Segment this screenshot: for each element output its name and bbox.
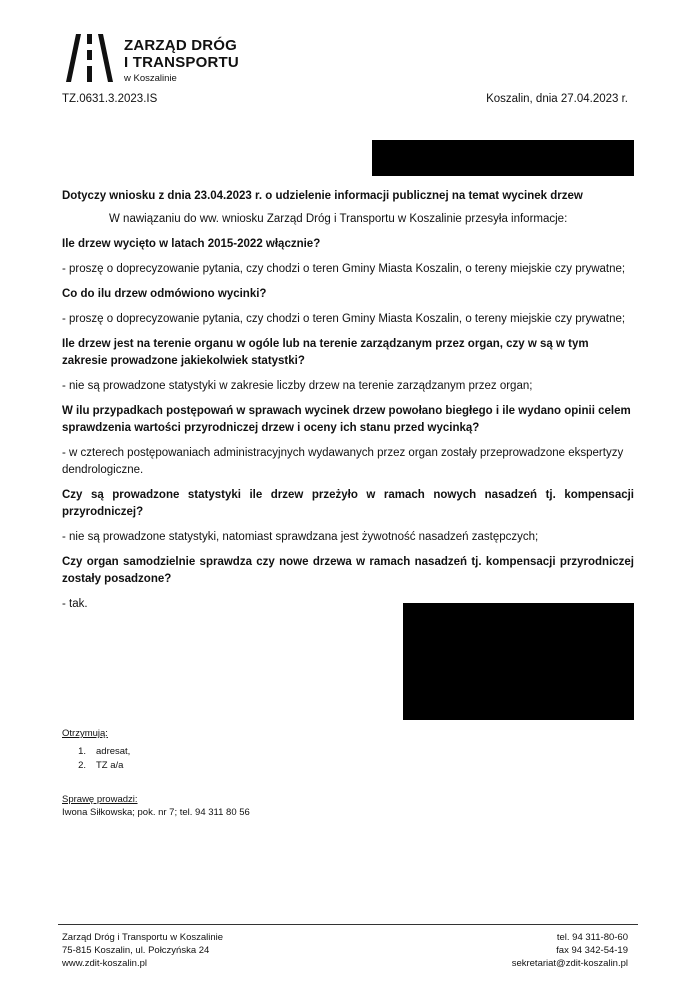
reference-number: TZ.0631.3.2023.IS (62, 93, 158, 105)
question-3: Ile drzew jest na terenie organu w ogóle lub na terenie zarządzanym przez organ, czy w są w tym zakresie prowadzone jakiekolwiek statystki? (62, 338, 589, 367)
case-handler-block (62, 793, 250, 819)
answer-4: - w czterech postępowaniach administracyjnych wydawanych przez organ zostały przeprowadzone ekspertyzy dendrologiczne. (62, 447, 624, 476)
recipients-block (62, 727, 130, 773)
place-date: Koszalin, dnia 27.04.2023 r. (486, 93, 628, 105)
letter-intro: W nawiązaniu do ww. wniosku Zarząd Dróg i Transportu w Koszalinie przesyła informacje: (109, 213, 568, 225)
org-name-line3: w Koszalinie (124, 73, 177, 84)
footer-fax: fax 94 342-54-19 (556, 945, 628, 956)
organization-logo (62, 30, 262, 90)
road-logo-icon (62, 30, 118, 84)
footer-phone: tel. 94 311-80-60 (556, 932, 628, 943)
footer-org-name: Zarząd Dróg i Transportu w Koszalinie (62, 932, 224, 943)
question-1: Ile drzew wycięto w latach 2015-2022 włącznie? (62, 238, 321, 250)
list-item (62, 745, 130, 759)
footer-divider (58, 924, 638, 925)
answer-2: - proszę o doprecyzowanie pytania, czy chodzi o teren Gminy Miasta Koszalin, o tereny miejskie czy prywatne; (62, 313, 626, 325)
list-item-number: 1. (78, 746, 86, 757)
answer-5: - nie są prowadzone statystyki, natomiast sprawdzana jest żywotność nasadzeń zastępczych; (62, 531, 539, 543)
question-5: Czy są prowadzone statystyki ile drzew przeżyło w ramach nowych nasadzeń tj. kompensacji przyrodniczej? (62, 489, 634, 518)
answer-3: - nie są prowadzone statystyki w zakresie liczby drzew na terenie zarządzanym przez organ; (62, 380, 533, 392)
case-handler-text: Iwona Siłkowska; pok. nr 7; tel. 94 311 80 56 (62, 807, 250, 818)
redacted-signature (403, 603, 634, 720)
list-item (62, 759, 130, 773)
case-handler-title: Sprawę prowadzi: (62, 794, 138, 805)
recipients-list (62, 745, 130, 773)
answer-1: - proszę o doprecyzowanie pytania, czy chodzi o teren Gminy Miasta Koszalin, o tereny miejskie czy prywatne; (62, 263, 626, 275)
footer-address (62, 931, 223, 970)
letter-body (62, 188, 634, 613)
recipients-title: Otrzymują: (62, 728, 108, 739)
list-item-text: TZ a/a (96, 760, 124, 771)
redacted-addressee (372, 140, 634, 176)
footer-contact (512, 931, 628, 970)
letter-subject: Dotyczy wniosku z dnia 23.04.2023 r. o udzielenie informacji publicznej na temat wycinek drzew (62, 190, 583, 202)
footer-website: www.zdit-koszalin.pl (62, 958, 147, 969)
question-4: W ilu przypadkach postępowań w sprawach wycinek drzew powołano biegłego i ile wydano opinii celem sprawdzenia wartości przyrodniczej drzew i oceny ich stanu przed wycinką? (62, 405, 631, 434)
answer-6: - tak. (62, 598, 88, 610)
org-name-line1: ZARZĄD DRÓG (124, 37, 238, 54)
org-name-line2: I TRANSPORTU (124, 54, 239, 71)
list-item-text: adresat, (96, 746, 131, 757)
question-2: Co do ilu drzew odmówiono wycinki? (62, 288, 267, 300)
footer-email: sekretariat@zdit-koszalin.pl (511, 958, 628, 969)
list-item-number: 2. (78, 760, 86, 771)
footer-street: 75-815 Koszalin, ul. Połczyńska 24 (62, 945, 210, 956)
question-6: Czy organ samodzielnie sprawdza czy nowe drzewa w ramach nasadzeń tj. kompensacji przyrodniczej zostały posadzone? (62, 556, 634, 585)
